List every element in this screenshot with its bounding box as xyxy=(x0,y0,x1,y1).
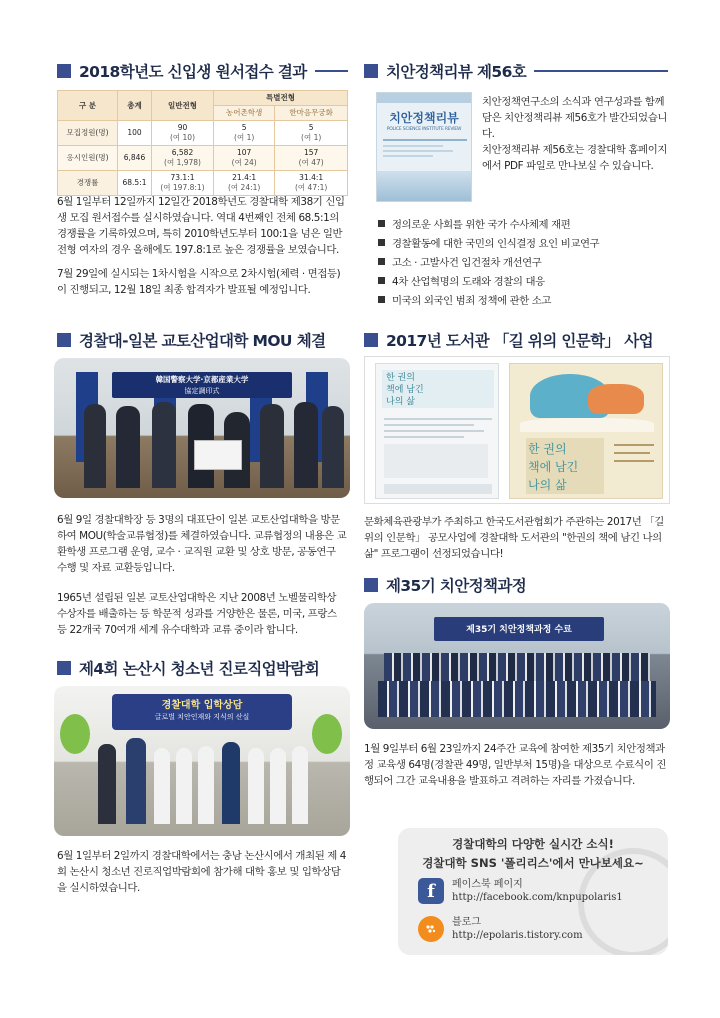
list-item xyxy=(378,233,678,252)
list-item xyxy=(378,252,678,271)
section-marker xyxy=(364,64,378,78)
table-cell xyxy=(214,121,275,146)
table-row xyxy=(58,146,348,171)
table-header: 일반전형 xyxy=(152,91,214,121)
bullet-icon xyxy=(378,220,385,227)
section-header-expo xyxy=(57,655,348,681)
paragraph: 6월 1일부터 2일까지 경찰대학에서는 충남 논산시에서 개최된 제 4회 논산시 청소년 진로직업박람회에 참가해 대학 홍보 및 입학상담을 실시하였습니다. xyxy=(57,850,346,894)
table-cell: 모집정원(명) xyxy=(58,121,118,146)
table-row xyxy=(58,171,348,196)
list-item-text: 경찰활동에 대한 국민의 인식결정 요인 비교연구 xyxy=(392,238,600,250)
cell-value: 107 xyxy=(237,148,252,157)
section-header-admission xyxy=(57,58,348,84)
cell-sub: (여 1,978) xyxy=(164,158,201,167)
table-cell: 경쟁률 xyxy=(58,171,118,196)
paragraph: 1965년 설립된 일본 교토산업대학은 지난 2008년 노벨물리학상 수상자를 배출하는 등 학문적 성과를 거양한은 물론, 미국, 프랑스 등 22개국 70여개 세계 유수대학과 교류 중이라 합니다. xyxy=(57,592,337,636)
expo-text xyxy=(57,848,348,904)
table-header: 구 분 xyxy=(58,91,118,121)
blog-url[interactable]: http://epolaris.tistory.com xyxy=(452,930,583,941)
bullet-icon xyxy=(378,258,385,265)
poster-main-title-1: 한 권의 xyxy=(528,442,567,456)
sns-headline: 경찰대학의 다양한 실시간 소식! xyxy=(452,837,614,851)
table-header: 특별전형 xyxy=(214,91,348,106)
section-title: 2017년 도서관 「길 위의 인문학」 사업 xyxy=(386,332,653,350)
cover-title: 치안정책리뷰 xyxy=(389,111,459,125)
review-topic-list xyxy=(378,214,678,309)
cell-sub: (여 24) xyxy=(231,158,257,167)
table-subheader: 한마음무궁화 xyxy=(275,106,348,121)
list-item xyxy=(378,214,678,233)
section-title: 치안정책리뷰 제56호 xyxy=(386,63,527,81)
table-header: 총계 xyxy=(118,91,152,121)
section-header-course xyxy=(364,572,668,598)
table-cell xyxy=(214,146,275,171)
facebook-label: 페이스북 페이지 xyxy=(452,879,523,890)
sns-box xyxy=(398,828,668,955)
facebook-icon: f xyxy=(418,878,444,904)
cell-sub: (여 1) xyxy=(301,133,322,142)
facebook-url[interactable]: http://facebook.com/knpupolaris1 xyxy=(452,892,623,903)
list-item-text: 4차 산업혁명의 도래와 경찰의 대응 xyxy=(392,276,545,288)
paragraph: 문화체육관광부가 주최하고 한국도서관협회가 주관하는 2017년 「길 위의 인문학」 공모사업에 경찰대학 도서관의 "한권의 책에 남긴 나의 삶" 프로그램이 선정되었습니다! xyxy=(364,516,664,560)
blog-icon xyxy=(418,916,444,942)
admission-table xyxy=(57,90,348,196)
photo-banner-text-2: 協定調印式 xyxy=(184,387,220,395)
table-cell: 68.5:1 xyxy=(118,171,152,196)
photo-banner-text: 제35기 치안정책과정 수료 xyxy=(466,625,572,635)
sns-subheadline: 경찰대학 SNS '폴리리스'에서 만나보세요~ xyxy=(422,856,644,870)
section-marker xyxy=(57,333,71,347)
list-item xyxy=(378,271,678,290)
table-cell xyxy=(152,171,214,196)
table-subheader: 농어촌학생 xyxy=(214,106,275,121)
paragraph: 1월 9일부터 6월 23일까지 24주간 교육에 참여한 제35기 치안정책과정 교육생 64명(경찰관 49명, 일반부처 15명)을 대상으로 수료식이 진행되어 그간 교육내용을 발표하고 격려하는 자리를 가졌습니다. xyxy=(364,743,666,787)
bullet-icon xyxy=(378,277,385,284)
review-cover xyxy=(376,92,472,202)
list-item xyxy=(378,290,678,309)
paragraph: 6월 9일 경찰대학장 등 3명의 대표단이 일본 교토산업대학을 방문하여 MOU(학술교류협정)를 체결하였습니다. 교류협정의 내용은 교환학생 프로그램 운영, 교수 · 교직원 교환 및 상호 방문, 공동연구 수행 및 자료 교환등입니다. xyxy=(57,514,347,574)
admission-text xyxy=(57,194,348,306)
table-cell xyxy=(275,146,348,171)
section-title: 2018학년도 신입생 원서접수 결과 xyxy=(79,63,307,81)
blog-link[interactable] xyxy=(418,916,583,942)
cell-sub: (여 24:1) xyxy=(228,183,261,192)
cell-sub: (여 1) xyxy=(234,133,255,142)
paragraph: 치안정책리뷰 제56호는 경찰대학 홈페이지에서 PDF 파일로 만나보실 수 있습니다. xyxy=(482,144,667,172)
tent-sign-subtext: 글로벌 치안인재와 지식의 산실 xyxy=(154,713,250,721)
section-title: 제4회 논산시 청소년 진로직업박람회 xyxy=(79,660,320,678)
library-text xyxy=(364,514,670,570)
cell-sub: (여 197.8:1) xyxy=(160,183,205,192)
cover-subtitle: POLICE SCIENCE INSTITUTE REVIEW xyxy=(386,127,462,132)
cell-value: 157 xyxy=(304,148,319,157)
section-header-review xyxy=(364,58,668,84)
cell-sub: (여 10) xyxy=(169,133,196,142)
photo-banner-text: 韓国警察大学·京都産業大学 xyxy=(155,375,249,384)
tent-sign-text: 경찰대학 입학상담 xyxy=(161,700,243,711)
cell-value: 73.1:1 xyxy=(170,173,195,182)
cell-sub: (여 47) xyxy=(298,158,324,167)
section-rule xyxy=(315,70,348,72)
section-marker xyxy=(57,661,71,675)
cell-value: 31.4:1 xyxy=(299,173,324,182)
table-cell: 6,846 xyxy=(118,146,152,171)
section-marker xyxy=(364,578,378,592)
poster-title-2: 책에 남긴 xyxy=(386,385,424,395)
cell-value: 90 xyxy=(177,123,188,132)
table-cell: 100 xyxy=(118,121,152,146)
cell-value: 5 xyxy=(308,123,314,132)
table-cell: 응시인원(명) xyxy=(58,146,118,171)
cell-sub: (여 47:1) xyxy=(295,183,328,192)
poster-main-title-3: 나의 삶 xyxy=(528,478,567,492)
table-cell xyxy=(152,146,214,171)
expo-photo xyxy=(54,686,350,836)
cell-value: 5 xyxy=(241,123,247,132)
poster-title-1: 한 권의 xyxy=(386,373,415,383)
paragraph: 치안정책연구소의 소식과 연구성과를 함께 담은 치안정책리뷰 제56호가 발간되었습니다. xyxy=(482,96,667,140)
table-cell xyxy=(214,171,275,196)
table-cell xyxy=(275,121,348,146)
list-item-text: 미국의 외국인 범죄 정책에 관한 소고 xyxy=(392,295,552,307)
bullet-icon xyxy=(378,296,385,303)
paragraph: 7월 29일에 실시되는 1차시험을 시작으로 2차시험(체력 · 면접등)이 진행되고, 12월 18일 최종 합격자가 발표될 예정입니다. xyxy=(57,268,341,296)
poster-right xyxy=(509,363,663,499)
table-cell xyxy=(152,121,214,146)
paragraph: 6월 1일부터 12일까지 12일간 2018학년도 경찰대학 제38기 신입생 모집 원서접수를 실시하였습니다. 역대 4번째인 전체 68.5:1의 경쟁률을 기록하였으며, 특히 2010학년도부터 100:1을 넘은 일반전형 여자의 경우 올해에도 197.8:1로 높은 경쟁률을 보였습니다. xyxy=(57,196,345,256)
facebook-link[interactable] xyxy=(418,878,623,904)
section-header-mou xyxy=(57,327,348,353)
cell-value: 21.4:1 xyxy=(232,173,257,182)
section-header-library xyxy=(364,327,668,353)
mou-photo xyxy=(54,358,350,498)
course-text xyxy=(364,741,670,797)
table-row xyxy=(58,121,348,146)
course-photo xyxy=(364,603,670,729)
poster-main-title-2: 책에 남긴 xyxy=(528,460,579,474)
poster-title-3: 나의 삶 xyxy=(386,397,415,407)
cell-value: 6,582 xyxy=(171,148,194,157)
mou-text xyxy=(57,512,348,646)
blog-label: 블로그 xyxy=(452,917,481,928)
bullet-icon xyxy=(378,239,385,246)
section-title: 경찰대-일본 교토산업대학 MOU 체결 xyxy=(79,332,326,350)
section-marker xyxy=(57,64,71,78)
review-text xyxy=(482,94,672,182)
table-cell xyxy=(275,171,348,196)
list-item-text: 고소 · 고발사건 입건절차 개선연구 xyxy=(392,257,542,269)
section-marker xyxy=(364,333,378,347)
library-poster xyxy=(364,356,670,504)
section-title: 제35기 치안정책과정 xyxy=(386,577,527,595)
poster-left xyxy=(375,363,499,499)
section-rule xyxy=(534,70,668,72)
list-item-text: 정의로운 사회를 위한 국가 수사체제 재편 xyxy=(392,219,571,231)
